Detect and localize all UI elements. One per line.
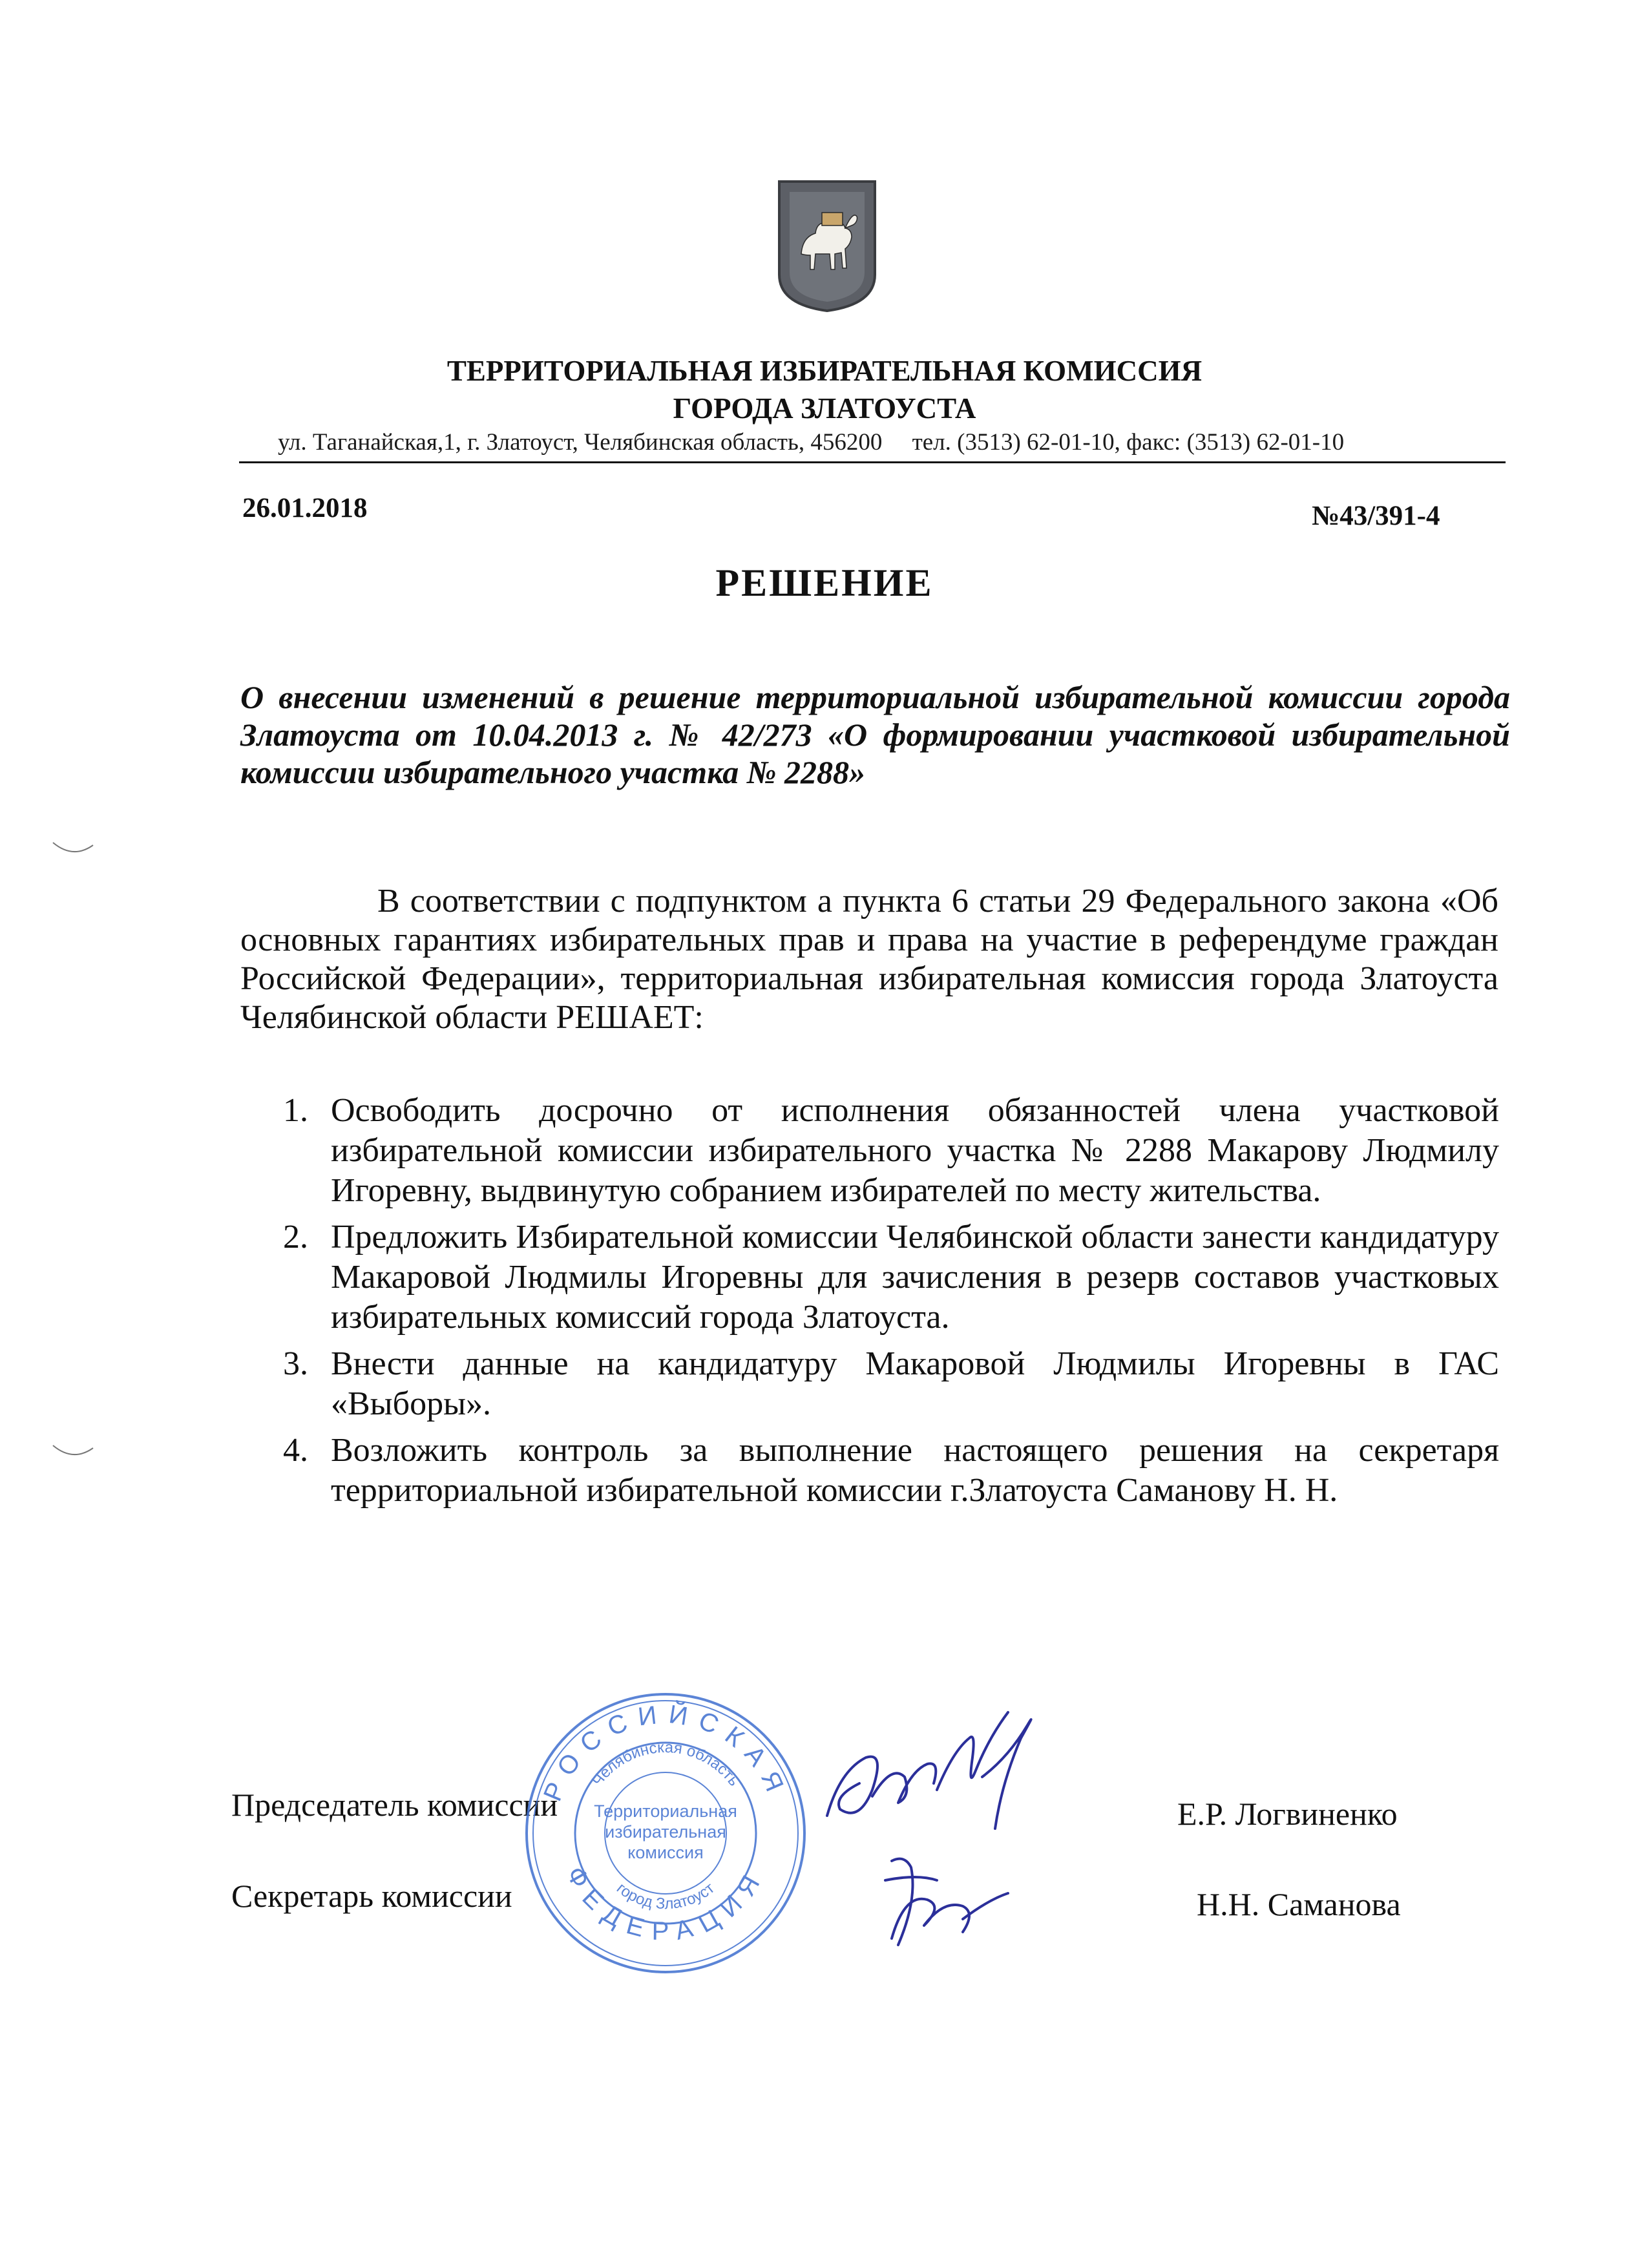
item-number: 2. bbox=[283, 1219, 308, 1255]
decision-date: 26.01.2018 bbox=[242, 493, 368, 523]
organization-contacts bbox=[278, 428, 1344, 456]
stamp-center-line2: избирательная bbox=[605, 1822, 726, 1842]
letterhead-divider bbox=[239, 461, 1506, 463]
stamp-inner-top: Челябинская область bbox=[588, 1738, 743, 1790]
secretary-name: Н.Н. Саманова bbox=[1197, 1886, 1401, 1922]
svg-text:город Златоуст bbox=[613, 1880, 718, 1913]
stamp-outer-top: РОССИЙСКАЯ bbox=[538, 1699, 793, 1805]
official-stamp-icon bbox=[520, 1688, 811, 1979]
item-number: 1. bbox=[283, 1092, 308, 1129]
svg-text:Челябинская область bbox=[589, 1739, 743, 1789]
chair-name: Е.Р. Логвиненко bbox=[1177, 1796, 1398, 1832]
organization-name-line2: ГОРОДА ЗЛАТОУСТА bbox=[673, 392, 976, 425]
decision-item bbox=[271, 1217, 1499, 1338]
item-text: Предложить Избирательной комиссии Челябинской области занести кандидатуру Макаровой Людмилы Игоревны для зачисления в резерв составов участковых избирательных комиссий города Златоуста. bbox=[331, 1219, 1499, 1336]
chair-signature-icon bbox=[814, 1699, 1047, 1842]
secretary-signature-icon bbox=[866, 1842, 1034, 1964]
decision-preamble: В соответствии с подпунктом а пункта 6 статьи 29 Федерального закона «Об основных гарантиях избирательных прав и права на участие в референдуме граждан Российской Федерации», территориальная избирательная комиссия города Златоуста Челябинской области РЕШАЕТ: bbox=[240, 883, 1498, 1036]
hole-punch-mark bbox=[50, 1443, 96, 1458]
decision-number: №43/391-4 bbox=[1312, 501, 1440, 531]
secretary-role: Секретарь комиссии bbox=[231, 1878, 512, 1914]
item-number: 3. bbox=[283, 1345, 308, 1382]
stamp-outer-bottom: ФЕДЕРАЦИЯ bbox=[560, 1862, 771, 1946]
document-title: РЕШЕНИЕ bbox=[715, 562, 934, 604]
item-number: 4. bbox=[283, 1432, 308, 1469]
hole-punch-mark bbox=[50, 840, 96, 856]
stamp-inner-bottom: город Златоуст bbox=[613, 1879, 718, 1913]
decision-items bbox=[271, 1091, 1499, 1517]
coat-of-arms-icon bbox=[775, 178, 879, 313]
item-text: Внести данные на кандидатуру Макаровой Людмилы Игоревны в ГАС «Выборы». bbox=[331, 1345, 1499, 1422]
item-text: Возложить контроль за выполнение настоящего решения на секретаря территориальной избирательной комиссии г.Златоуста Саманову Н. Н. bbox=[331, 1432, 1499, 1509]
organization-phones: тел. (3513) 62-01-10, факс: (3513) 62-01-10 bbox=[912, 429, 1345, 456]
organization-address: ул. Таганайская,1, г. Златоуст, Челябинская область, 456200 bbox=[278, 429, 883, 456]
organization-name-line1: ТЕРРИТОРИАЛЬНАЯ ИЗБИРАТЕЛЬНАЯ КОМИССИЯ bbox=[446, 355, 1203, 387]
decision-item bbox=[271, 1091, 1499, 1211]
stamp-center-line3: комиссия bbox=[627, 1843, 704, 1862]
decision-subject: О внесении изменений в решение территориальной избирательной комиссии города Златоуста от 10.04.2013 г. № 42/273 «О формировании участковой избирательной комиссии избирательного участка № 2288» bbox=[240, 679, 1510, 790]
decision-item bbox=[271, 1431, 1499, 1511]
chair-role: Председатель комиссии bbox=[231, 1787, 558, 1823]
item-text: Освободить досрочно от исполнения обязанностей члена участковой избирательной комиссии избирательного участка № 2288 Макарову Людмилу Игоревну, выдвинутую собранием избирателей по месту жительства. bbox=[331, 1092, 1499, 1209]
decision-item bbox=[271, 1344, 1499, 1424]
stamp-center-line1: Территориальная bbox=[594, 1801, 737, 1821]
